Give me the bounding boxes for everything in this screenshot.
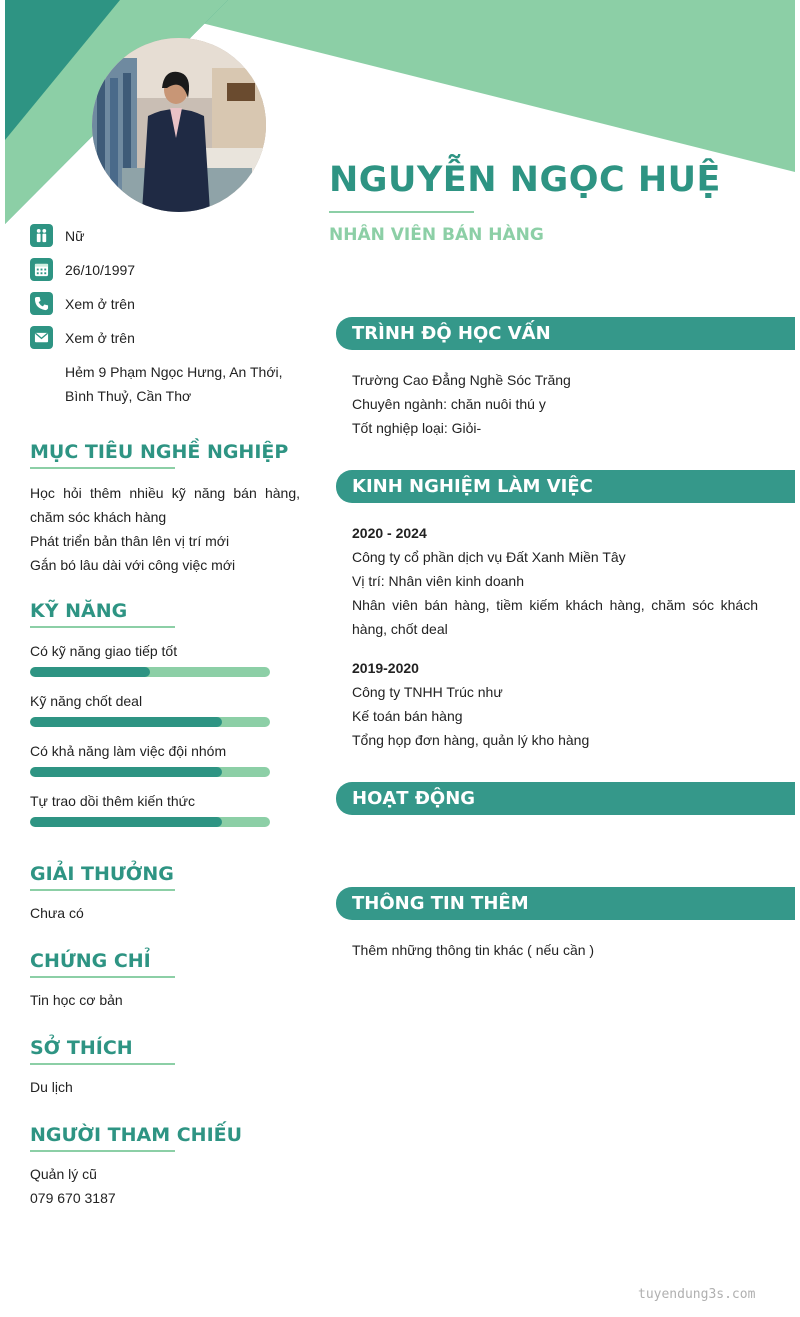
heading-underline: [30, 1150, 175, 1152]
email-value: Xem ở trên: [65, 329, 135, 346]
skill-bar-fill: [30, 817, 222, 827]
phone-value: Xem ở trên: [65, 295, 135, 312]
contact-gender: [30, 224, 84, 247]
skill-bar: [30, 767, 270, 777]
skill-label: Kỹ năng chốt deal: [30, 693, 143, 709]
objective-section: [30, 441, 300, 577]
candidate-name: NGUYỄN NGỌC HUỆ: [329, 160, 721, 200]
skill-bar: [30, 667, 270, 677]
contact-email: [30, 326, 135, 349]
name-underline: [329, 211, 474, 213]
heading-underline: [30, 626, 175, 628]
skill-item: [30, 793, 270, 809]
objective-line: Học hỏi thêm nhiều kỹ năng bán hàng, chăm sóc khách hàng: [30, 485, 300, 525]
section-heading: MỤC TIÊU NGHỀ NGHIỆP: [30, 441, 289, 463]
calendar-icon: [30, 258, 53, 281]
reference-line: 079 670 3187: [30, 1190, 116, 1206]
skill-label: Có kỹ năng giao tiếp tốt: [30, 643, 178, 659]
experience-heading: KINH NGHIỆM LÀM VIỆC: [336, 470, 795, 503]
certificates-section: [30, 950, 300, 1012]
heading-underline: [30, 889, 175, 891]
profile-photo: [92, 38, 266, 212]
job-position: Kế toán bán hàng: [352, 708, 463, 724]
awards-section: [30, 863, 300, 925]
skill-label: Tự trao dồi thêm kiến thức: [30, 793, 196, 809]
gender-value: Nữ: [65, 227, 85, 244]
education-details: [352, 368, 758, 440]
heading-underline: [30, 467, 175, 469]
heading-underline: [30, 976, 175, 978]
hobbies-text: Du lịch: [30, 1079, 73, 1095]
certificates-text: Tin học cơ bản: [30, 992, 123, 1008]
section-heading: SỞ THÍCH: [30, 1037, 133, 1059]
education-heading: TRÌNH ĐỘ HỌC VẤN: [336, 317, 795, 350]
contact-birthday: [30, 258, 135, 281]
skill-item: [30, 743, 270, 759]
job-company: Công ty TNHH Trúc như: [352, 684, 503, 700]
skill-item: [30, 693, 270, 709]
objective-line: Gắn bó lâu dài với công việc mới: [30, 557, 236, 573]
address-line: Bình Thuỷ, Cần Thơ: [65, 388, 192, 404]
education-grade: Tốt nghiệp loại: Giỏi-: [352, 420, 482, 436]
skill-bar-fill: [30, 667, 150, 677]
hobbies-section: [30, 1037, 300, 1099]
section-heading: KỸ NĂNG: [30, 600, 128, 622]
awards-text: Chưa có: [30, 905, 84, 921]
skill-item: [30, 643, 270, 659]
address-line: Hẻm 9 Phạm Ngọc Hưng, An Thới,: [65, 364, 283, 380]
section-heading: NGƯỜI THAM CHIẾU: [30, 1124, 243, 1146]
job-position: Vị trí: Nhân viên kinh doanh: [352, 573, 524, 589]
skill-bar-fill: [30, 767, 222, 777]
section-heading: CHỨNG CHỈ: [30, 950, 151, 972]
skill-bar: [30, 817, 270, 827]
education-school: Trường Cao Đẳng Nghề Sóc Trăng: [352, 372, 571, 388]
extra-info-text: Thêm những thông tin khác ( nếu cần ): [352, 942, 595, 958]
job-description: Nhân viên bán hàng, tiềm kiếm khách hàng, chăm sóc khách hàng, chốt deal: [352, 597, 758, 637]
job-years: 2019-2020: [352, 660, 419, 676]
skill-bar-fill: [30, 717, 222, 727]
activities-heading: HOẠT ĐỘNG: [336, 782, 795, 815]
skill-label: Có khả năng làm việc đội nhóm: [30, 743, 227, 759]
heading-underline: [30, 1063, 175, 1065]
job-years: 2020 - 2024: [352, 525, 427, 541]
skills-section: [30, 600, 300, 628]
objective-line: Phát triển bản thân lên vị trí mới: [30, 533, 230, 549]
job-company: Công ty cổ phần dịch vụ Đất Xanh Miền Tây: [352, 549, 626, 565]
education-major: Chuyên ngành: chăn nuôi thú y: [352, 396, 546, 412]
phone-icon: [30, 292, 53, 315]
gender-icon: [30, 224, 53, 247]
extra-info-details: [352, 938, 758, 962]
extra-info-heading: THÔNG TIN THÊM: [336, 887, 795, 920]
section-heading: GIẢI THƯỞNG: [30, 863, 174, 885]
watermark: tuyendung3s.com: [638, 1287, 756, 1302]
reference-line: Quản lý cũ: [30, 1166, 97, 1182]
experience-job: [352, 656, 758, 752]
birthday-value: 26/10/1997: [65, 261, 136, 278]
email-icon: [30, 326, 53, 349]
skill-bar: [30, 717, 270, 727]
contact-phone: [30, 292, 135, 315]
experience-job: [352, 521, 758, 641]
job-title: NHÂN VIÊN BÁN HÀNG: [329, 225, 544, 245]
contact-address: [65, 360, 305, 408]
references-section: [30, 1124, 300, 1210]
job-description: Tổng họp đơn hàng, quản lý kho hàng: [352, 732, 590, 748]
